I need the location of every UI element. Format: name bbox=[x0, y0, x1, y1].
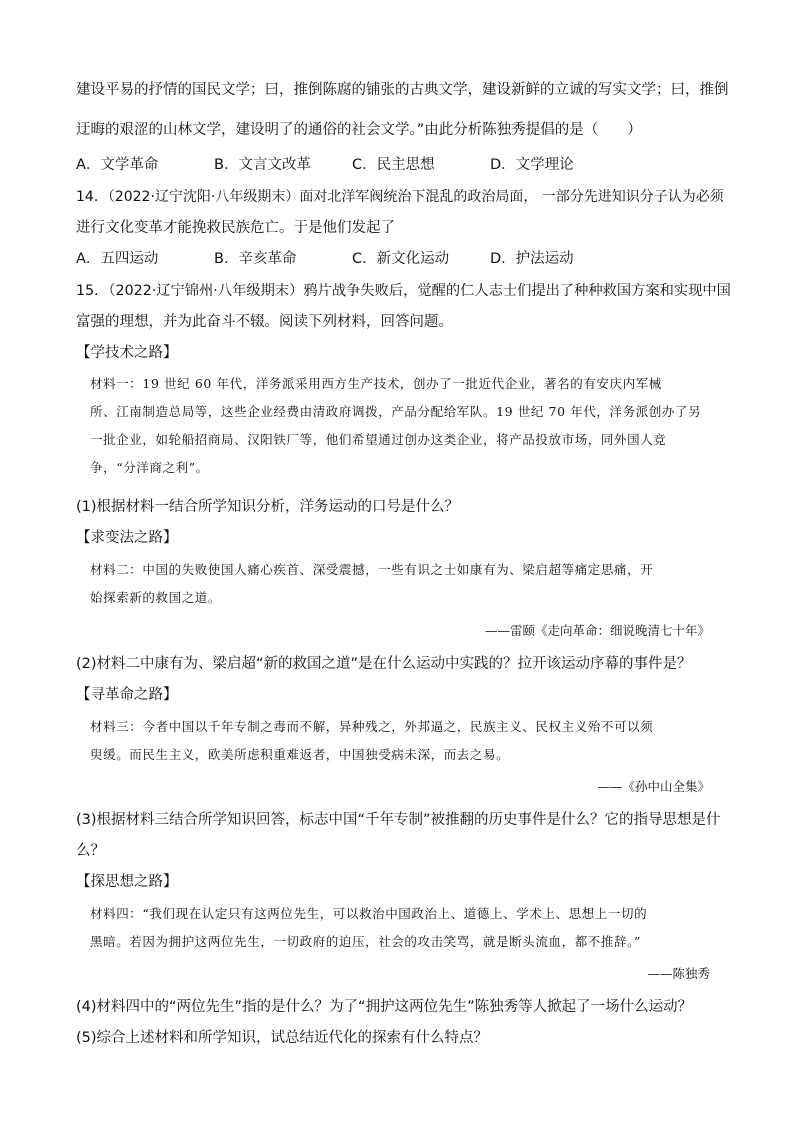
q14-option-c: C．新文化运动 bbox=[352, 251, 450, 267]
sub-question-1: (1)根据材料一结合所学知识分析，洋务运动的口号是什么？ bbox=[76, 499, 460, 515]
section-title-revolution: 【寻革命之路】 bbox=[76, 687, 178, 703]
material3-line1: 材料三：今者中国以千年专制之毒而不解，异种残之，外邦逼之，民族主义、民权主义殆不可以须 bbox=[90, 719, 654, 734]
material4-line1: 材料四：“我们现在认定只有这两位先生，可以救治中国政治上、道德上、学术上、思想上一切的 bbox=[90, 906, 648, 921]
sub-question-4: (4)材料四中的“两位先生”指的是什么？为了“拥护这两位先生”陈独秀等人掀起了一场什么运动？ bbox=[76, 999, 693, 1015]
sub-question-5: (5)综合上述材料和所学知识，试总结近代化的探索有什么特点？ bbox=[76, 1030, 489, 1046]
material2-line2: 始探索新的救国之道。 bbox=[90, 590, 222, 605]
q13-stem-line2: 迂晦的艰涩的山林文学，建设明了的通俗的社会文学。”由此分析陈独秀提倡的是（ ） bbox=[76, 122, 642, 138]
material1-line2: 所、江南制造总局等，这些企业经费由清政府调拨，产品分配给军队。19 世纪 70 年代，洋务派创办了另 bbox=[90, 404, 702, 419]
material2-source: ——雷颐《走向革命：细说晚清七十年》 bbox=[484, 623, 710, 638]
sub-question-2: (2)材料二中康有为、梁启超“新的救国之道”是在什么运动中实践的？拉开该运动序幕的事件是？ bbox=[76, 656, 692, 672]
material1-line1: 材料一：19 世纪 60 年代，洋务派采用西方生产技术，创办了一批近代企业，著名的有安庆内军械 bbox=[90, 376, 662, 391]
sub-question-3-line1: (3)根据材料三结合所学知识回答，标志中国“千年专制”被推翻的历史事件是什么？它的指导思想是什 bbox=[76, 812, 721, 828]
material2-line1: 材料二：中国的失败使国人痛心疾首、深受震撼，一些有识之士如康有为、梁启超等痛定思痛，开 bbox=[90, 562, 654, 577]
q14-option-b: B．辛亥革命 bbox=[214, 251, 297, 267]
q14-stem-line1: 14．（2022·辽宁沈阳·八年级期末）面对北洋军阀统治下混乱的政治局面， 一部分先进知识分子认为必须 bbox=[76, 189, 724, 205]
q13-option-d: D．文学理论 bbox=[490, 157, 574, 173]
material3-source: ——《孙中山全集》 bbox=[597, 779, 710, 794]
section-title-technology: 【学技术之路】 bbox=[76, 345, 178, 361]
sub-question-3-line2: 么？ bbox=[76, 843, 105, 859]
material4-line2: 黑暗。若因为拥护这两位先生，一切政府的迫压，社会的攻击笑骂，就是断头流血，都不推辞。” bbox=[90, 934, 641, 949]
section-title-thought: 【探思想之路】 bbox=[76, 874, 178, 890]
section-title-reform: 【求变法之路】 bbox=[76, 530, 178, 546]
material4-source: ——陈独秀 bbox=[647, 966, 710, 981]
q15-stem-line2: 富强的理想，并为此奋斗不辍。阅读下列材料，回答问题。 bbox=[76, 314, 453, 330]
material1-line4: 争，“分洋商之利”。 bbox=[90, 460, 209, 475]
q14-option-d: D．护法运动 bbox=[490, 251, 574, 267]
q13-option-b: B．文言文改革 bbox=[214, 157, 311, 173]
q13-option-c: C．民主思想 bbox=[352, 157, 435, 173]
material3-line2: 臾缓。而民生主义，欧美所虑积重难返者，中国独受病未深，而去之易。 bbox=[90, 747, 510, 762]
q14-option-a: A．五四运动 bbox=[76, 251, 159, 267]
q13-option-a: A．文学革命 bbox=[76, 157, 159, 173]
q14-stem-line2: 进行文化变革才能挽救民族危亡。于是他们发起了 bbox=[76, 220, 395, 236]
q13-stem-line1: 建设平易的抒情的国民文学；曰，推倒陈腐的铺张的古典文学，建设新鲜的立诚的写实文学；曰，推倒 bbox=[76, 82, 729, 98]
q15-stem-line1: 15．（2022·辽宁锦州·八年级期末）鸦片战争失败后，觉醒的仁人志士们提出了种种救国方案和实现中国 bbox=[76, 283, 731, 299]
material1-line3: 一批企业，如轮船招商局、汉阳铁厂等，他们希望通过创办这类企业，将产品投放市场，同外国人竞 bbox=[90, 432, 667, 447]
